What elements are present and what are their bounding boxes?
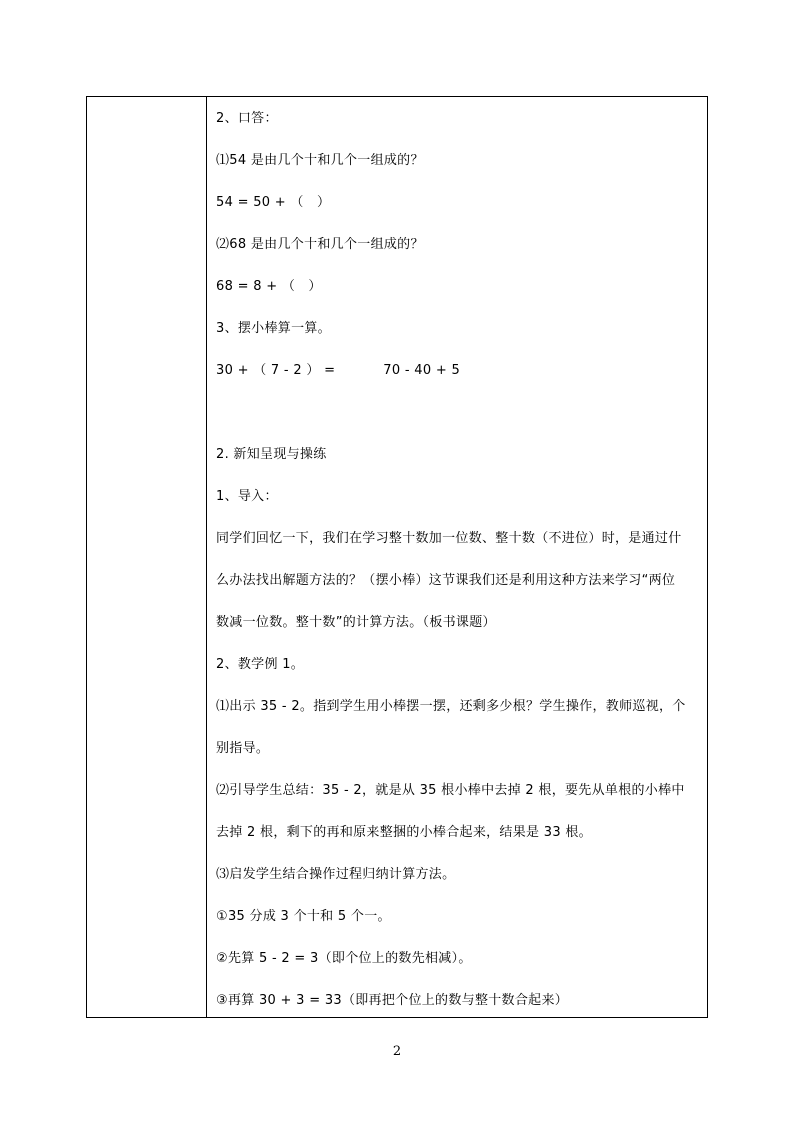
expression-b: 70 - 40 + 5 <box>383 363 461 378</box>
lesson-table <box>86 96 708 1018</box>
example-1-heading: 2、教学例 1。 <box>216 657 305 672</box>
table-right-column <box>207 97 707 1017</box>
intro-text-line-3: 数减一位数。整十数”的计算方法。（板书课题） <box>216 615 496 630</box>
step-2-line-1: ⑵引导学生总结：35 - 2，就是从 35 根小棒中去掉 2 根，要先从单根的小棒中 <box>216 783 685 798</box>
question-68: ⑵68 是由几个十和几个一组成的？ <box>216 237 424 252</box>
intro-text-line-2: 么办法找出解题方法的？（摆小棒）这节课我们还是利用这种方法来学习“两位 <box>216 573 676 588</box>
intro-heading: 1、导入： <box>216 489 278 504</box>
intro-text-line-1: 同学们回忆一下，我们在学习整十数加一位数、整十数（不进位）时，是通过什 <box>216 531 682 546</box>
question-54: ⑴54 是由几个十和几个一组成的？ <box>216 153 424 168</box>
oral-answer-heading: 2、口答： <box>216 111 278 126</box>
expression-a: 30 + （ 7 - 2 ） = <box>216 363 336 378</box>
step-2-line-2: 去掉 2 根，剩下的再和原来整捆的小棒合起来，结果是 33 根。 <box>216 825 592 840</box>
page-number: 2 <box>392 1044 402 1059</box>
method-point-2: ②先算 5 - 2 = 3（即个位上的数先相减）。 <box>216 951 472 966</box>
stick-calc-heading: 3、摆小棒算一算。 <box>216 321 331 336</box>
method-point-3: ③再算 30 + 3 = 33（即再把个位上的数与整十数合起来） <box>216 993 569 1008</box>
new-knowledge-heading: 2. 新知呈现与操练 <box>216 447 327 462</box>
method-point-1: ①35 分成 3 个十和 5 个一。 <box>216 909 391 924</box>
step-1-line-1: ⑴出示 35 - 2。指到学生用小棒摆一摆，还剩多少根？学生操作，教师巡视，个 <box>216 699 686 714</box>
equation-54: 54 = 50 + （ ） <box>216 195 331 210</box>
equation-68: 68 = 8 + （ ） <box>216 279 322 294</box>
step-3: ⑶启发学生结合操作过程归纳计算方法。 <box>216 867 456 882</box>
table-left-column <box>87 97 207 1017</box>
step-1-line-2: 别指导。 <box>216 741 270 756</box>
stick-calc-expressions <box>216 362 701 380</box>
